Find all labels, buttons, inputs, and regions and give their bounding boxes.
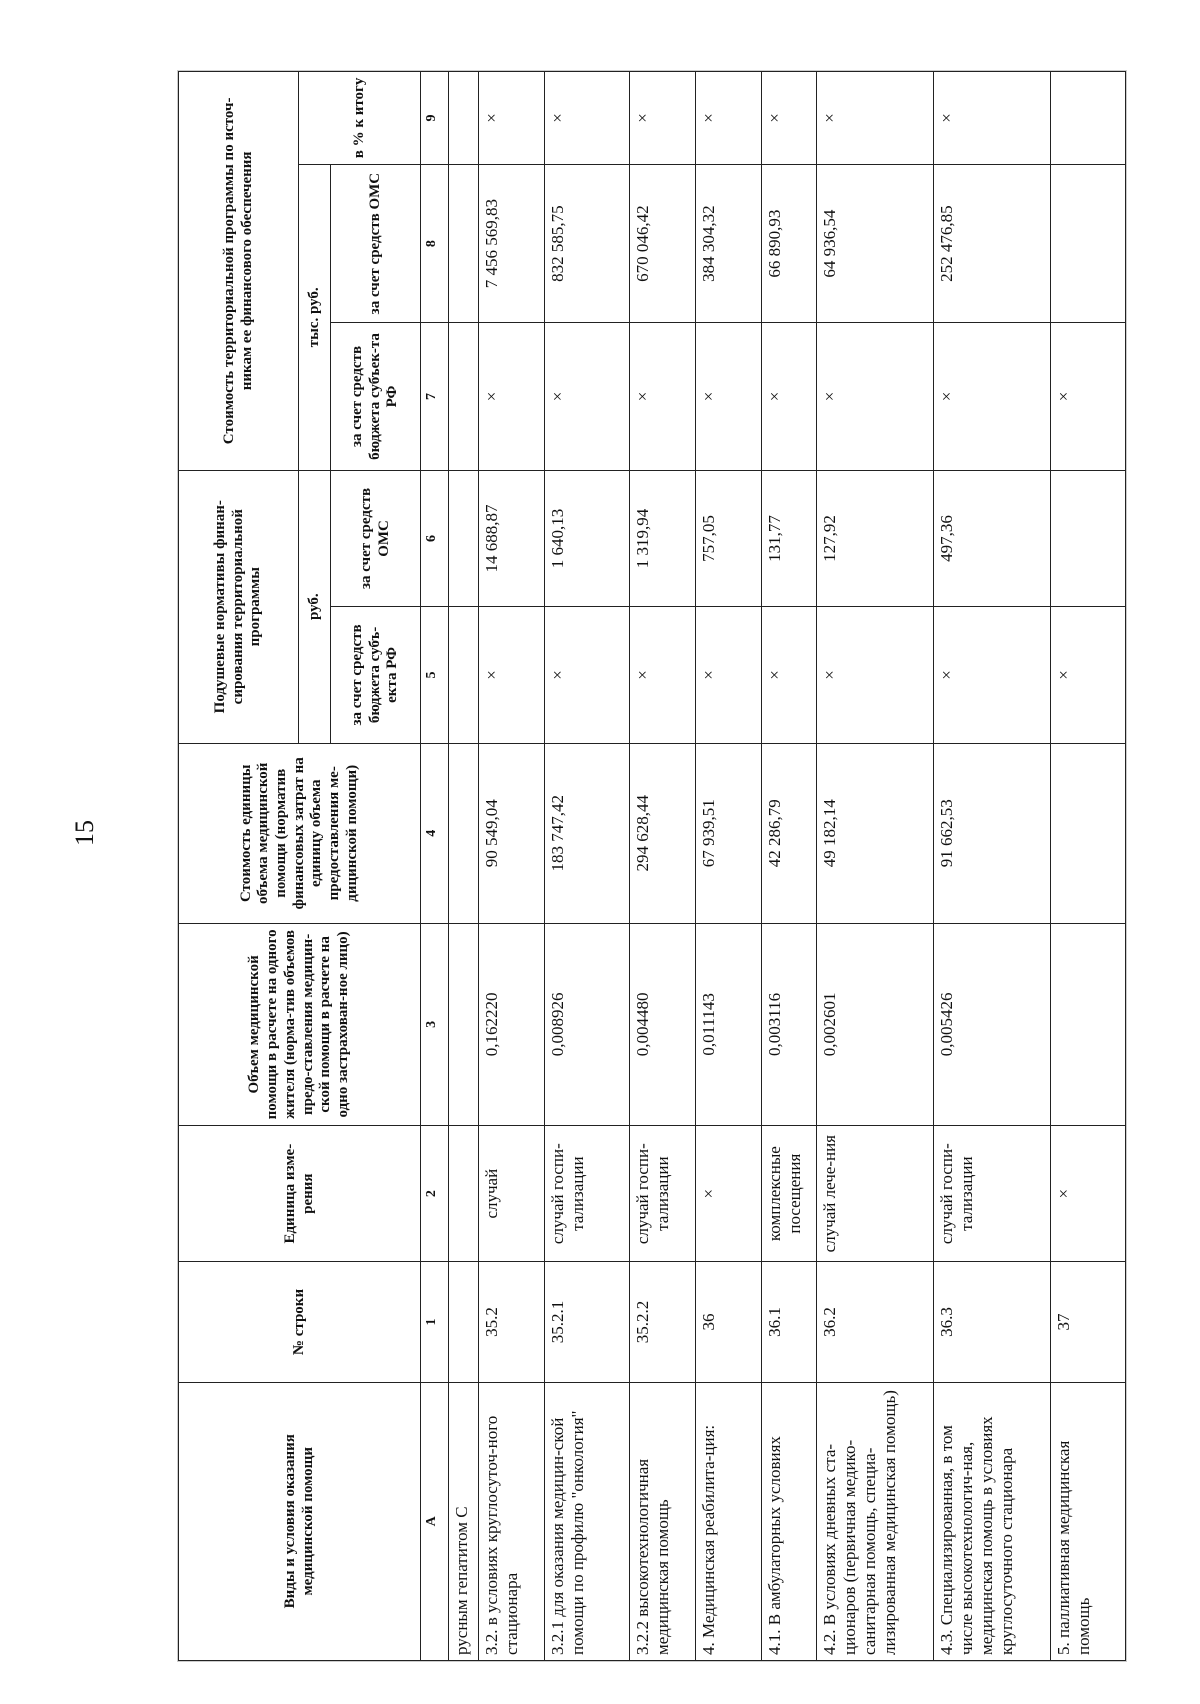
cell-v4 bbox=[449, 743, 479, 923]
header-col-8: за счет средств ОМС bbox=[331, 164, 421, 322]
table-row bbox=[1051, 72, 1126, 1661]
cell-v8: 384 304,32 bbox=[695, 164, 761, 322]
table-row bbox=[449, 72, 479, 1661]
cell-v6: 757,05 bbox=[695, 470, 761, 607]
table-row bbox=[761, 72, 816, 1661]
cell-v4: 67 939,51 bbox=[695, 743, 761, 923]
cell-v4: 294 628,44 bbox=[629, 743, 695, 923]
colnum-9: 9 bbox=[421, 72, 449, 165]
cell-a: русным гепатитом С bbox=[449, 1382, 479, 1660]
cell-v7: × bbox=[761, 323, 816, 470]
cell-u: случай госпи-тализации bbox=[934, 1125, 1051, 1262]
cell-v7: × bbox=[478, 323, 544, 470]
cell-v3: 0,005426 bbox=[934, 923, 1051, 1125]
cell-n: 35.2.2 bbox=[629, 1262, 695, 1382]
colnum-5: 5 bbox=[421, 607, 449, 744]
cell-v8 bbox=[449, 164, 479, 322]
cell-a: 4.2. В условиях дневных ста-ционаров (первичная медико-санитарная помощь, специа-лизированная медицинская помощь) bbox=[817, 1382, 934, 1660]
cell-v4: 90 549,04 bbox=[478, 743, 544, 923]
financing-table bbox=[178, 71, 1126, 1661]
cell-v9: × bbox=[761, 72, 816, 165]
table-body bbox=[449, 72, 1126, 1661]
cell-v4: 49 182,14 bbox=[817, 743, 934, 923]
cell-n: 36.1 bbox=[761, 1262, 816, 1382]
cell-v6: 131,77 bbox=[761, 470, 816, 607]
cell-a: 3.2.1 для оказания медицин-ской помощи по профилю "онкология" bbox=[544, 1382, 629, 1660]
cell-v3: 0,002601 bbox=[817, 923, 934, 1125]
cell-v6: 14 688,87 bbox=[478, 470, 544, 607]
page-number: 15 bbox=[70, 820, 99, 846]
table-row bbox=[695, 72, 761, 1661]
header-col-a: Виды и условия оказания медицинской помощи bbox=[179, 1382, 421, 1660]
table-row bbox=[629, 72, 695, 1661]
cell-v5: × bbox=[1051, 607, 1126, 744]
cell-n: 36 bbox=[695, 1262, 761, 1382]
cell-v7 bbox=[449, 323, 479, 470]
cell-v5: × bbox=[629, 607, 695, 744]
cell-v7: × bbox=[629, 323, 695, 470]
cell-a: 4.3. Специализированная, в том числе высокотехнологич-ная, медицинская помощь в условиях круглосуточного стационара bbox=[934, 1382, 1051, 1660]
cell-u: × bbox=[1051, 1125, 1126, 1262]
cell-v6: 1 319,94 bbox=[629, 470, 695, 607]
cell-a: 5. паллиативная медицинская помощь bbox=[1051, 1382, 1126, 1660]
cell-a: 3.2. в условиях круглосуточ-ного стационара bbox=[478, 1382, 544, 1660]
cell-v4: 183 747,42 bbox=[544, 743, 629, 923]
cell-n: 36.2 bbox=[817, 1262, 934, 1382]
cell-v9: × bbox=[934, 72, 1051, 165]
header-col-9: в % к итогу bbox=[299, 72, 421, 165]
cell-n: 36.3 bbox=[934, 1262, 1051, 1382]
cell-v9: × bbox=[629, 72, 695, 165]
rotated-table-wrapper bbox=[178, 71, 1126, 1661]
cell-v3: 0,003116 bbox=[761, 923, 816, 1125]
cell-n: 35.2.1 bbox=[544, 1262, 629, 1382]
table-row bbox=[544, 72, 629, 1661]
cell-v4 bbox=[1051, 743, 1126, 923]
cell-v3 bbox=[1051, 923, 1126, 1125]
cell-v8: 66 890,93 bbox=[761, 164, 816, 322]
cell-u: комплексные посещения bbox=[761, 1125, 816, 1262]
cell-v9: × bbox=[544, 72, 629, 165]
cell-u: случай госпи-тализации bbox=[629, 1125, 695, 1262]
colnum-8: 8 bbox=[421, 164, 449, 322]
cell-v7: × bbox=[1051, 323, 1126, 470]
cell-v5: × bbox=[695, 607, 761, 744]
cell-v8: 252 476,85 bbox=[934, 164, 1051, 322]
header-col-1: № строки bbox=[179, 1262, 421, 1382]
header-col-2: Единица изме-рения bbox=[179, 1125, 421, 1262]
cell-n bbox=[449, 1262, 479, 1382]
cell-u: × bbox=[695, 1125, 761, 1262]
cell-v5: × bbox=[478, 607, 544, 744]
colnum-7: 7 bbox=[421, 323, 449, 470]
table-row bbox=[934, 72, 1051, 1661]
cell-v8: 670 046,42 bbox=[629, 164, 695, 322]
colnum-1: 1 bbox=[421, 1262, 449, 1382]
cell-v6: 497,36 bbox=[934, 470, 1051, 607]
cell-v3 bbox=[449, 923, 479, 1125]
header-cost-unit: тыс. руб. bbox=[299, 164, 331, 470]
cell-v6: 127,92 bbox=[817, 470, 934, 607]
cell-v9: × bbox=[817, 72, 934, 165]
header-col-3: Объем медицинской помощи в расчете на одного жителя (норма-тив объемов предо-ставления медицин-ской помощи в расчете на одно застрахован-ное лицо) bbox=[179, 923, 421, 1125]
cell-v5: × bbox=[544, 607, 629, 744]
cell-v8: 64 936,54 bbox=[817, 164, 934, 322]
cell-v9 bbox=[1051, 72, 1126, 165]
cell-n: 37 bbox=[1051, 1262, 1126, 1382]
cell-v7: × bbox=[817, 323, 934, 470]
header-group-norms: Подушевые нормативы финан-сирования территориальной программы bbox=[179, 470, 299, 743]
cell-a: 4.1. В амбулаторных условиях bbox=[761, 1382, 816, 1660]
cell-v6 bbox=[1051, 470, 1126, 607]
rotated-table-frame bbox=[177, 70, 1127, 1662]
cell-v5: × bbox=[817, 607, 934, 744]
cell-u: случай лече-ния bbox=[817, 1125, 934, 1262]
cell-v9: × bbox=[695, 72, 761, 165]
colnum-6: 6 bbox=[421, 470, 449, 607]
cell-v7: × bbox=[695, 323, 761, 470]
colnum-a: А bbox=[421, 1382, 449, 1660]
header-col-6: за счет средств ОМС bbox=[331, 470, 421, 607]
cell-v5 bbox=[449, 607, 479, 744]
cell-a: 4. Медицинская реабилита-ция: bbox=[695, 1382, 761, 1660]
colnum-4: 4 bbox=[421, 743, 449, 923]
cell-v7: × bbox=[934, 323, 1051, 470]
cell-v4: 42 286,79 bbox=[761, 743, 816, 923]
cell-v8 bbox=[1051, 164, 1126, 322]
cell-v5: × bbox=[934, 607, 1051, 744]
cell-u: случай bbox=[478, 1125, 544, 1262]
cell-v6: 1 640,13 bbox=[544, 470, 629, 607]
header-col-5: за счет средств бюджета субъ-екта РФ bbox=[331, 607, 421, 744]
column-number-row bbox=[421, 72, 449, 1661]
cell-v5: × bbox=[761, 607, 816, 744]
cell-v6 bbox=[449, 470, 479, 607]
cell-v4: 91 662,53 bbox=[934, 743, 1051, 923]
cell-v8: 7 456 569,83 bbox=[478, 164, 544, 322]
header-col-7: за счет средств бюджета субъек-та РФ bbox=[331, 323, 421, 470]
header-norms-unit: руб. bbox=[299, 470, 331, 743]
colnum-2: 2 bbox=[421, 1125, 449, 1262]
header-group-cost: Стоимость территориальной программы по источ-никам ее финансового обеспечения bbox=[179, 72, 299, 471]
table-row bbox=[817, 72, 934, 1661]
cell-v3: 0,008926 bbox=[544, 923, 629, 1125]
cell-v3: 0,162220 bbox=[478, 923, 544, 1125]
cell-u bbox=[449, 1125, 479, 1262]
cell-n: 35.2 bbox=[478, 1262, 544, 1382]
table-row bbox=[478, 72, 544, 1661]
cell-v7: × bbox=[544, 323, 629, 470]
cell-u: случай госпи-тализации bbox=[544, 1125, 629, 1262]
cell-v3: 0,004480 bbox=[629, 923, 695, 1125]
cell-a: 3.2.2 высокотехнологичная медицинская помощь bbox=[629, 1382, 695, 1660]
cell-v8: 832 585,75 bbox=[544, 164, 629, 322]
cell-v9: × bbox=[478, 72, 544, 165]
cell-v9 bbox=[449, 72, 479, 165]
colnum-3: 3 bbox=[421, 923, 449, 1125]
cell-v3: 0,011143 bbox=[695, 923, 761, 1125]
header-col-4: Стоимость единицы объема медицинской помощи (норматив финансовых затрат на единицу объема предоставления ме-дицинской помощи) bbox=[179, 743, 421, 923]
